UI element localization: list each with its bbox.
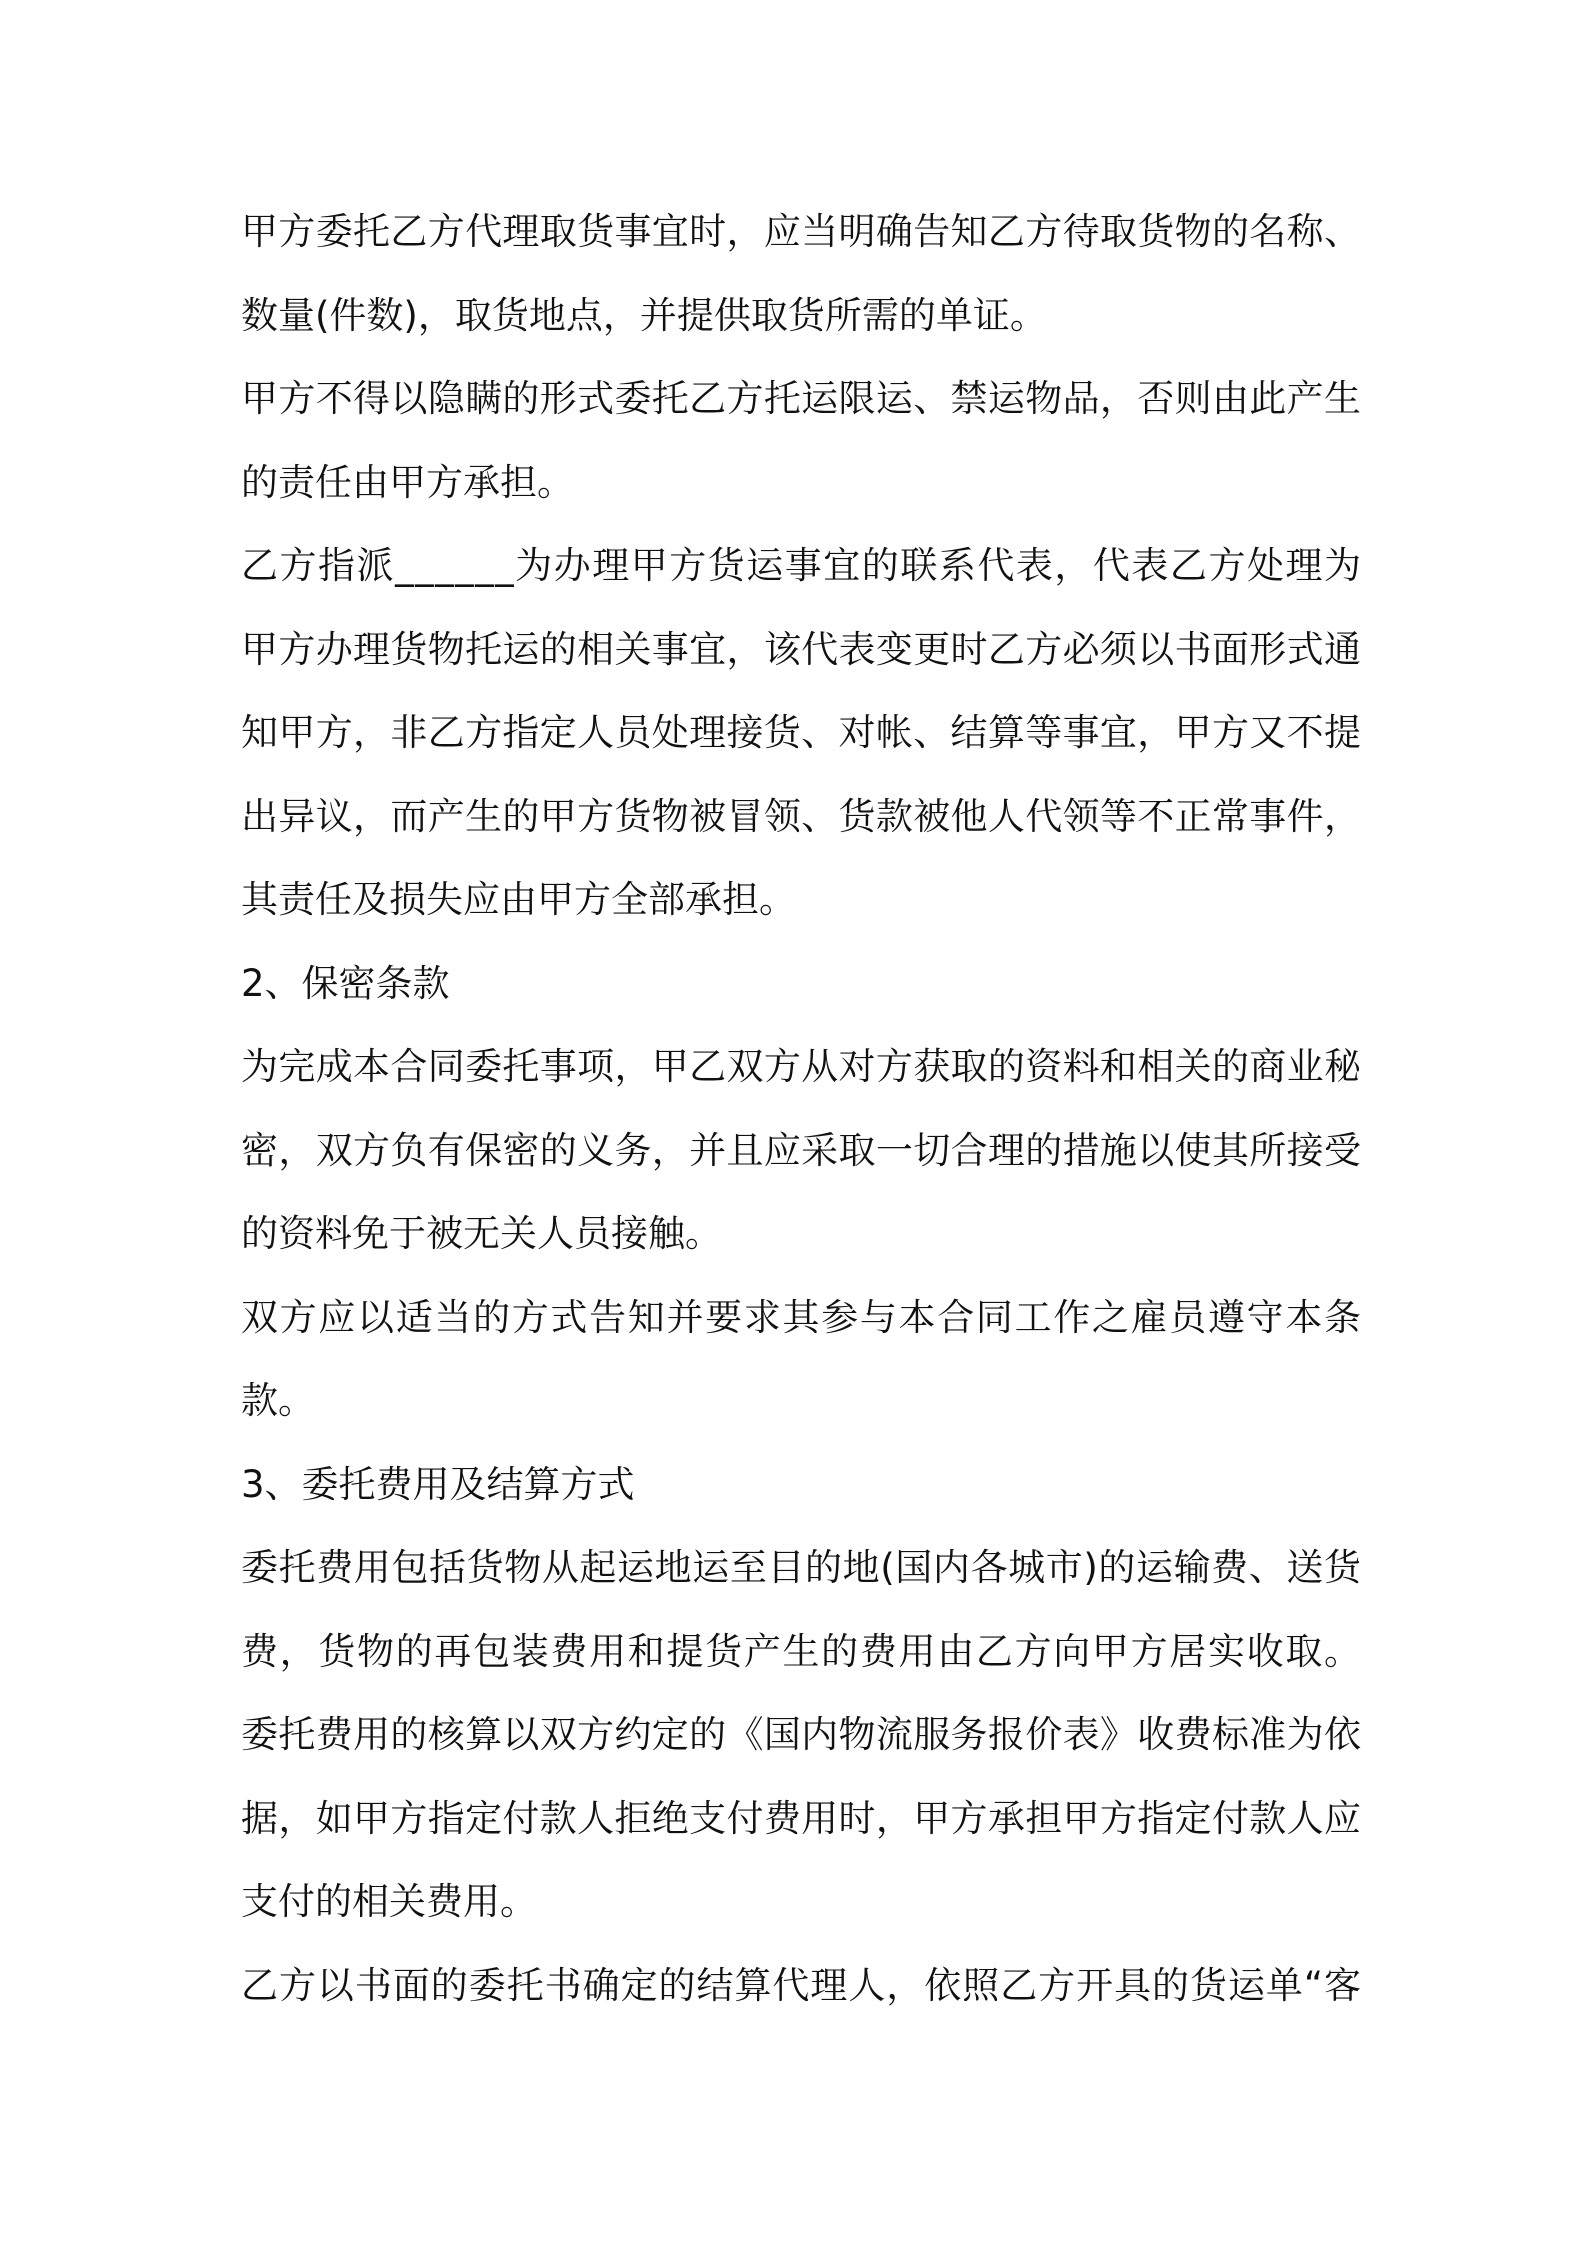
contract-text-body <box>241 190 1361 2027</box>
text-line: 甲方委托乙方代理取货事宜时，应当明确告知乙方待取货物的名称、 <box>241 210 1362 253</box>
text-line: 据，如甲方指定付款人拒绝支付费用时，甲方承担甲方指定付款人应 <box>241 1796 1362 1840</box>
text-line: 为完成本合同委托事项，甲乙双方从对方获取的资料和相关的商业秘 <box>241 1045 1362 1088</box>
text-line: 出异议，而产生的甲方货物被冒领、货款被他人代领等不正常事件， <box>241 794 1362 838</box>
text-line: 的资料免于被无关人员接触。 <box>241 1212 722 1255</box>
section-heading: 2、保密条款 <box>241 961 450 1005</box>
text-line: 支付的相关费用。 <box>241 1880 537 1923</box>
text-line: 费，货物的再包装费用和提货产生的费用由乙方向甲方居实收取。 <box>241 1629 1363 1673</box>
text-line: 知甲方，非乙方指定人员处理接货、对帐、结算等事宜，甲方又不提 <box>241 711 1362 754</box>
text-line: 数量(件数)，取货地点，并提供取货所需的单证。 <box>241 293 1047 337</box>
text-line: 委托费用包括货物从起运地运至目的地(国内各城市)的运输费、送货 <box>241 1546 1362 1589</box>
text-line: 其责任及损失应由甲方全部承担。 <box>241 878 796 921</box>
text-line: 双方应以适当的方式告知并要求其参与本合同工作之雇员遵守本条 <box>241 1295 1363 1339</box>
text-line: 款。 <box>241 1379 315 1422</box>
text-line: 甲方办理货物托运的相关事宜，该代表变更时乙方必须以书面形式通 <box>241 627 1362 671</box>
text-line: 乙方以书面的委托书确定的结算代理人，依照乙方开具的货运单“客 <box>241 1963 1362 2007</box>
section-heading: 3、委托费用及结算方式 <box>241 1462 635 1506</box>
text-line: 乙方指派______为办理甲方货运事宜的联系代表，代表乙方处理为 <box>241 544 1363 587</box>
text-line: 的责任由甲方承担。 <box>241 460 574 504</box>
text-line: 密，双方负有保密的义务，并且应采取一切合理的措施以使其所接受 <box>241 1128 1362 1172</box>
text-line: 甲方不得以隐瞒的形式委托乙方托运限运、禁运物品，否则由此产生 <box>241 377 1362 420</box>
text-line: 委托费用的核算以双方约定的《国内物流服务报价表》收费标准为依 <box>241 1713 1362 1756</box>
